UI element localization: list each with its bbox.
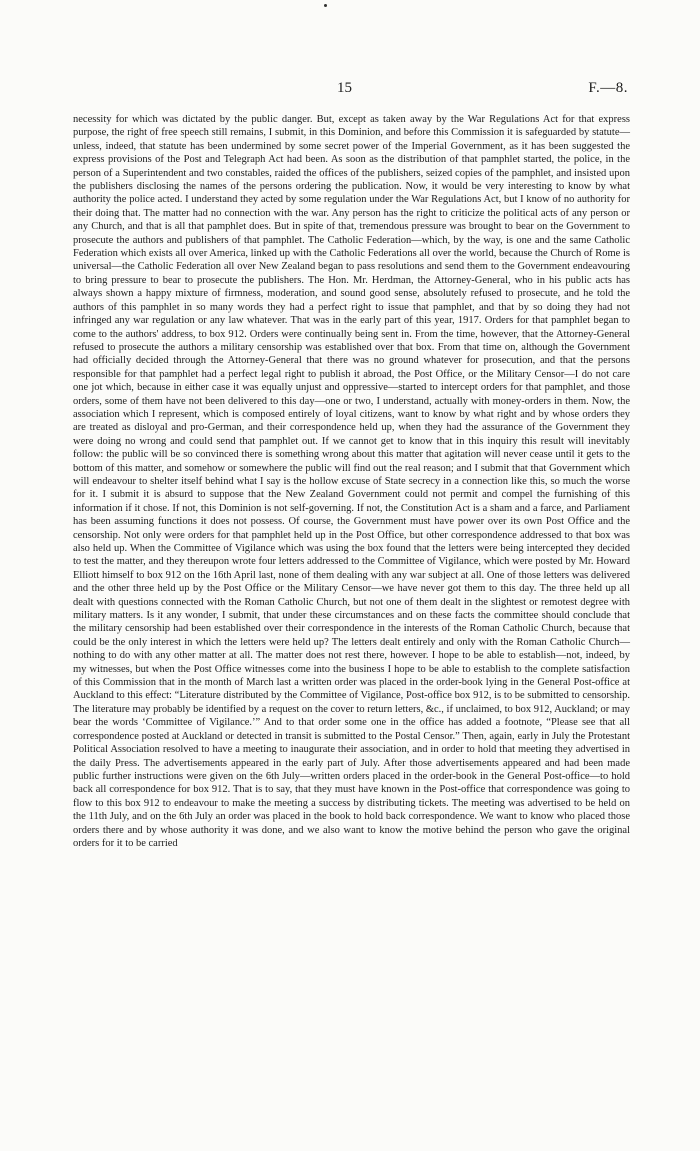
page-header [0, 80, 700, 102]
page-number: 15 [337, 80, 352, 96]
body-paragraph: necessity for which was dictated by the public danger. But, except as taken away by the War Regulations Act for that express purpose, the right of free speech still remains, I submit, in this Dominion, and before this Commission it is safeguarded by statute—unless, indeed, that statute has been undermined by some secret power of the Imperial Government, as it has been suggested the express provisions of the Post and Telegraph Act had been. As soon as the distribution of that pamphlet started, the police, in the person of a Superintendent and two constables, raided the offices of the publishers, seized copies of the pamphlet, and insisted upon the publishers disclosing the names of the persons ordering the publication. Now, it would be very interesting to know by what authority the police acted. I understand they acted by some regulation under the War Regulations Act, but I know of no authority for their doing that. The matter had no connection with the war. Any person has the right to criticize the political acts of any person or any Church, and that is all that pamphlet does. But in spite of that, tremendous pressure was brought to bear on the Government to prosecute the authors and publishers of that pamphlet. The Catholic Federation—which, by the way, is one and the same Catholic Federation which exists all over America, linked up with the Catholic Federations all over the world, because the Church of Rome is universal—the Catholic Federation all over New Zealand began to pass resolutions and send them to the Government endeavouring to bring pressure to bear to prosecute the publishers. The Hon. Mr. Herdman, the Attorney-General, who in his public acts has always shown a happy mixture of firmness, moderation, and sound good sense, absolutely refused to prosecute, and he told the authors of this pamphlet in so many words they had a perfect right to issue that pamphlet, and that by so doing they had not infringed any war regulation or any law whatever. That was in the early part of this year, 1917. Orders for that pamphlet began to come to the authors' address, to box 912. Orders were continually being sent in. From the time, however, that the Attorney-General refused to prosecute the authors a military censorship was established over that box. From that time on, although the Government had officially decided through the Attorney-General that there was no ground whatever for prosecution, and that the persons responsible for that pamphlet had a perfect legal right to publish it abroad, the Post Office, or the Military Censor—I do not care one jot which, because in either case it was equally unjust and oppressive—started to intercept orders for that pamphlet, and those orders, some of them have not been delivered to this day—one or two, I understand, actually with money-orders in them. Now, the association which I represent, which is composed entirely of loyal citizens, want to know by what right and by whose orders they are treated as disloyal and pro-German, and their correspondence held up, when they had the assurance of the Government they were doing no wrong and could send that pamphlet out. If we cannot get to know that in this inquiry this result will inevitably follow: the public will be so convinced there is something wrong about this matter that agitation will never cease until it gets to the bottom of this matter, and somehow or somewhere the public will find out the real reason; and I submit that that Government which will endeavour to shelter itself behind what I say is the hollow excuse of State secrecy in a connection like this, so much the worse for it. I submit it is absurd to suppose that the New Zealand Government could not permit and compel the furnishing of this information if it chose. If not, this Dominion is not self-governing. If not, the Constitution Act is a sham and a farce, and Parliament has been assuming functions it does not possess. Of course, the Government must have power over its own Post Office and the censorship. Not only were orders for that pamphlet held up in the Post Office, but other correspondence addressed to that box was also held up. When the Committee of Vigilance which was using the box found that the letters were being intercepted they decided to test the matter, and they thereupon wrote four letters addressed to the Committee of Vigilance, which were posted by Mr. Howard Elliott himself to box 912 on the 16th April last, none of them dealing with any war subject at all. One of those letters was delivered and the other three held up by the Post Office or the Military Censor—we have never got them to this day. The three held up all dealt with questions connected with the Roman Catholic Church, but not one of them dealt in the slightest or remotest degree with military matters. Is it any wonder, I submit, that under these circumstances and on these facts the committee should conclude that the military censorship had been established over their correspondence in the interests of the Roman Catholic Church, because that could be the only interest in which the letters were held up? The letters dealt entirely and only with the Roman Catholic Church—nothing to do with any other matter at all. The matter does not rest there, however. I hope to be able to establish—not, indeed, by my witnesses, but when the Post Office witnesses come into the business I hope to be able to establish to the complete satisfaction of this Commission that in the month of March last a written order was placed in the order-book lying in the General Post-office at Auckland to this effect: “Literature distributed by the Committee of Vigilance, Post-office box 912, is to be submitted to censorship. The literature may probably be identified by a request on the cover to return letters, &c., if unclaimed, to box 912, Auckland; or may bear the words ‘Committee of Vigilance.’” And to that order some one in the office has added a footnote, “Please see that all correspondence posted at Auckland or detected in transit is submitted to the Postal Censor.” Then, again, early in July the Protestant Political Association resolved to have a meeting to inaugurate their association, and in order to hold that meeting they advertised in the daily Press. The advertisements appeared in the early part of July. After those advertisements appeared and had been made public further instructions were given on the 6th July—written orders placed in the order-book in the General Post-office—to hold back all correspondence for box 912. That is to say, that they must have known in the Post-office that correspondence was going to flow to this box 912 to endeavour to make the meeting a success by distributing tickets. The meeting was advertised to be held on the 11th July, and on the 6th July an order was placed in the book to hold back correspondence. We want to know who placed those orders there and by whose authority it was done, and we also want to know the motive behind the person who gave the original orders for it to be carried [73, 114, 630, 849]
print-speck [324, 4, 327, 7]
document-reference: F.—8. [588, 80, 628, 96]
